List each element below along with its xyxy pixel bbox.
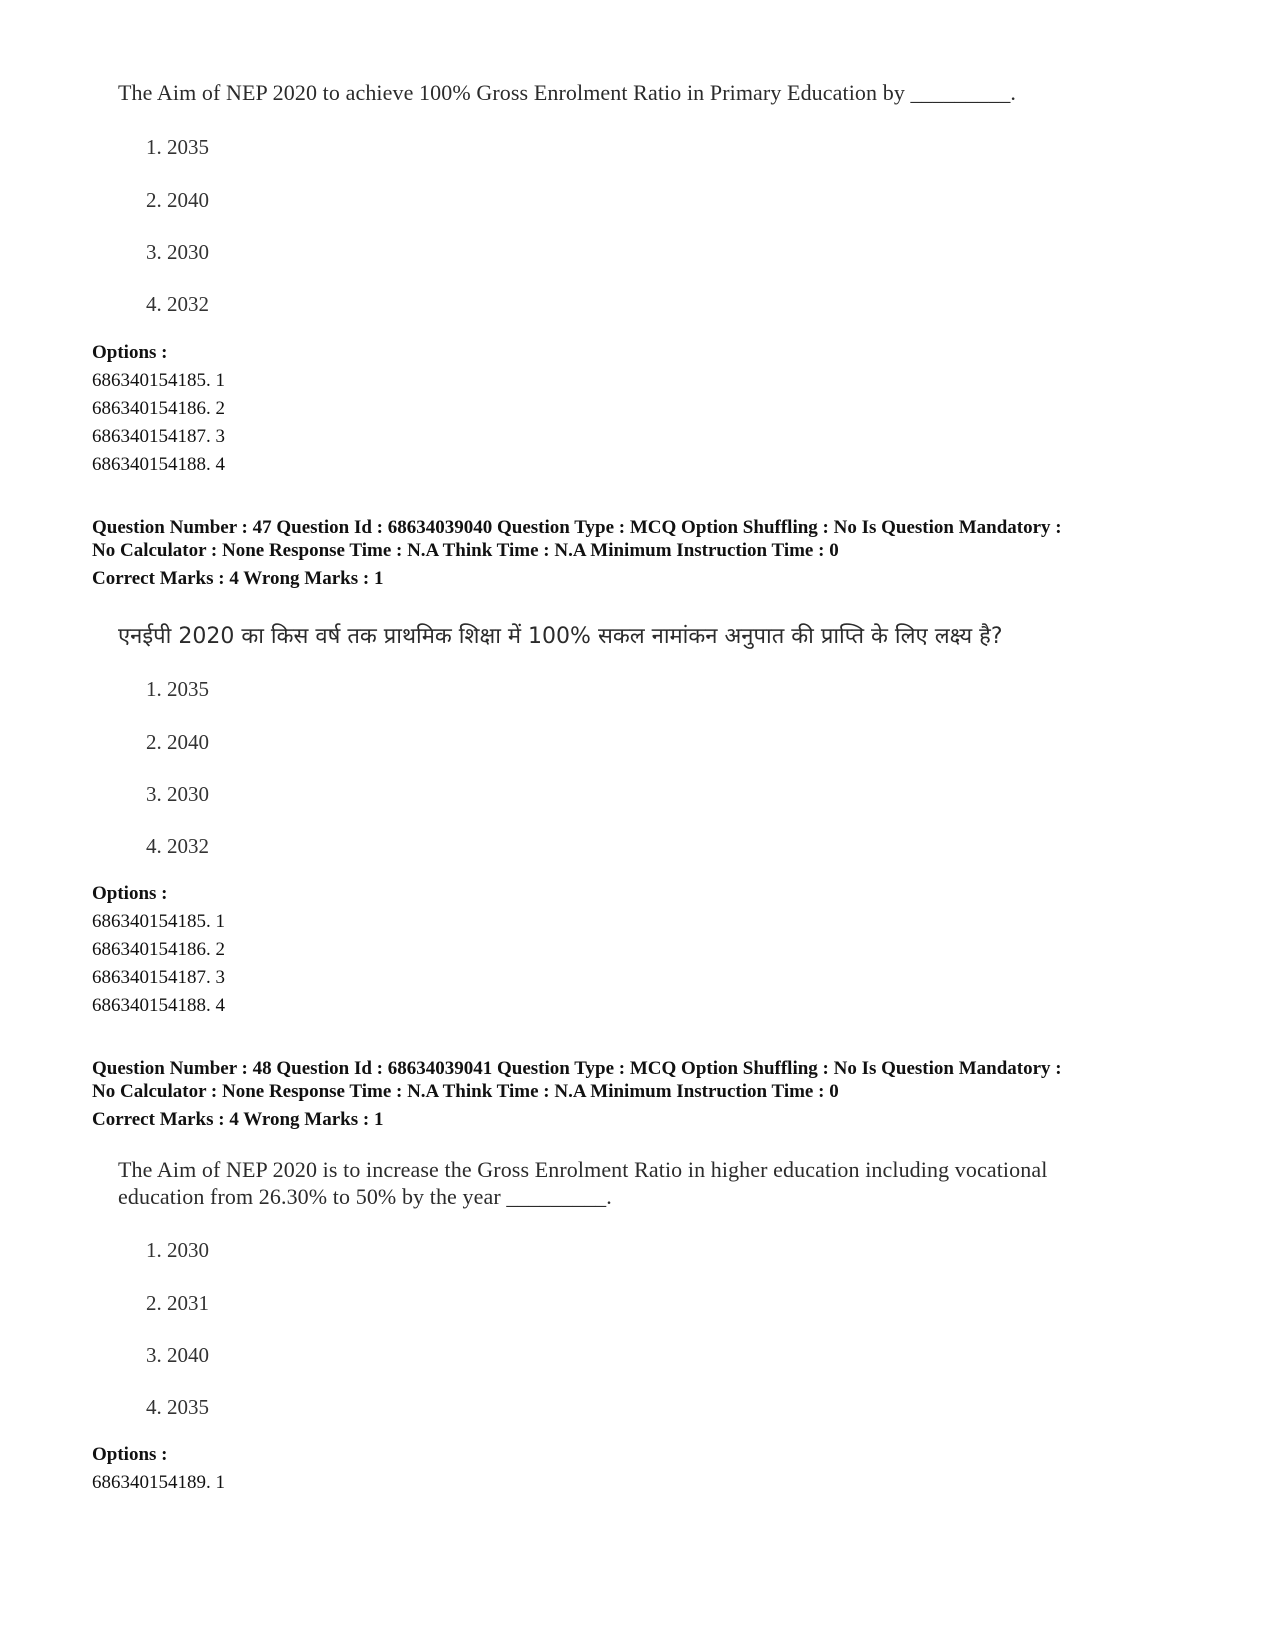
q46-choice-3: 3. 2030: [146, 240, 209, 264]
q48-meta-line-2: No Calculator : None Response Time : N.A Think Time : N.A Minimum Instruction Time : 0: [92, 1081, 839, 1102]
q48-choice-4: 4. 2035: [146, 1395, 209, 1419]
q47-option-id-1: 686340154185. 1: [92, 911, 225, 932]
q47-choice-2: 2. 2040: [146, 730, 209, 754]
q47-choice-1: 1. 2035: [146, 677, 209, 701]
q46-choice-1: 1. 2035: [146, 135, 209, 159]
q47-choice-3: 3. 2030: [146, 782, 209, 806]
q47-meta-line-2: No Calculator : None Response Time : N.A Think Time : N.A Minimum Instruction Time : 0: [92, 540, 839, 561]
q46-option-id-3: 686340154187. 3: [92, 426, 225, 447]
q46-option-id-4: 686340154188. 4: [92, 454, 225, 475]
q48-options-label: Options :: [92, 1444, 168, 1465]
q46-option-id-2: 686340154186. 2: [92, 398, 225, 419]
q47-marks: Correct Marks : 4 Wrong Marks : 1: [92, 568, 384, 589]
q47-option-id-4: 686340154188. 4: [92, 995, 225, 1016]
q48-marks: Correct Marks : 4 Wrong Marks : 1: [92, 1109, 384, 1130]
question-47-text: एनईपी 2020 का किस वर्ष तक प्राथमिक शिक्षा में 100% सकल नामांकन अनुपात की प्राप्ति के लिए लक्ष्य है?: [118, 624, 1003, 649]
q46-choice-2: 2. 2040: [146, 188, 209, 212]
q47-option-id-2: 686340154186. 2: [92, 939, 225, 960]
q47-option-id-3: 686340154187. 3: [92, 967, 225, 988]
q46-options-label: Options :: [92, 342, 168, 363]
q47-choice-4: 4. 2032: [146, 834, 209, 858]
q48-choice-2: 2. 2031: [146, 1291, 209, 1315]
q46-choice-4: 4. 2032: [146, 292, 209, 316]
question-46-text: The Aim of NEP 2020 to achieve 100% Gross Enrolment Ratio in Primary Education by _________.: [118, 80, 1017, 105]
q48-option-id-1: 686340154189. 1: [92, 1472, 225, 1493]
q46-option-id-1: 686340154185. 1: [92, 370, 225, 391]
q48-choice-1: 1. 2030: [146, 1238, 209, 1262]
q47-meta-line-1: Question Number : 47 Question Id : 68634039040 Question Type : MCQ Option Shuffling : No Is Question Mandatory :: [92, 517, 1062, 538]
q48-meta-line-1: Question Number : 48 Question Id : 68634039041 Question Type : MCQ Option Shuffling : No Is Question Mandatory :: [92, 1058, 1062, 1079]
question-48-text-line-1: The Aim of NEP 2020 is to increase the Gross Enrolment Ratio in higher education including vocational: [118, 1157, 1048, 1182]
question-48-text-line-2: education from 26.30% to 50% by the year _________.: [118, 1184, 612, 1209]
q48-choice-3: 3. 2040: [146, 1343, 209, 1367]
q47-options-label: Options :: [92, 883, 168, 904]
